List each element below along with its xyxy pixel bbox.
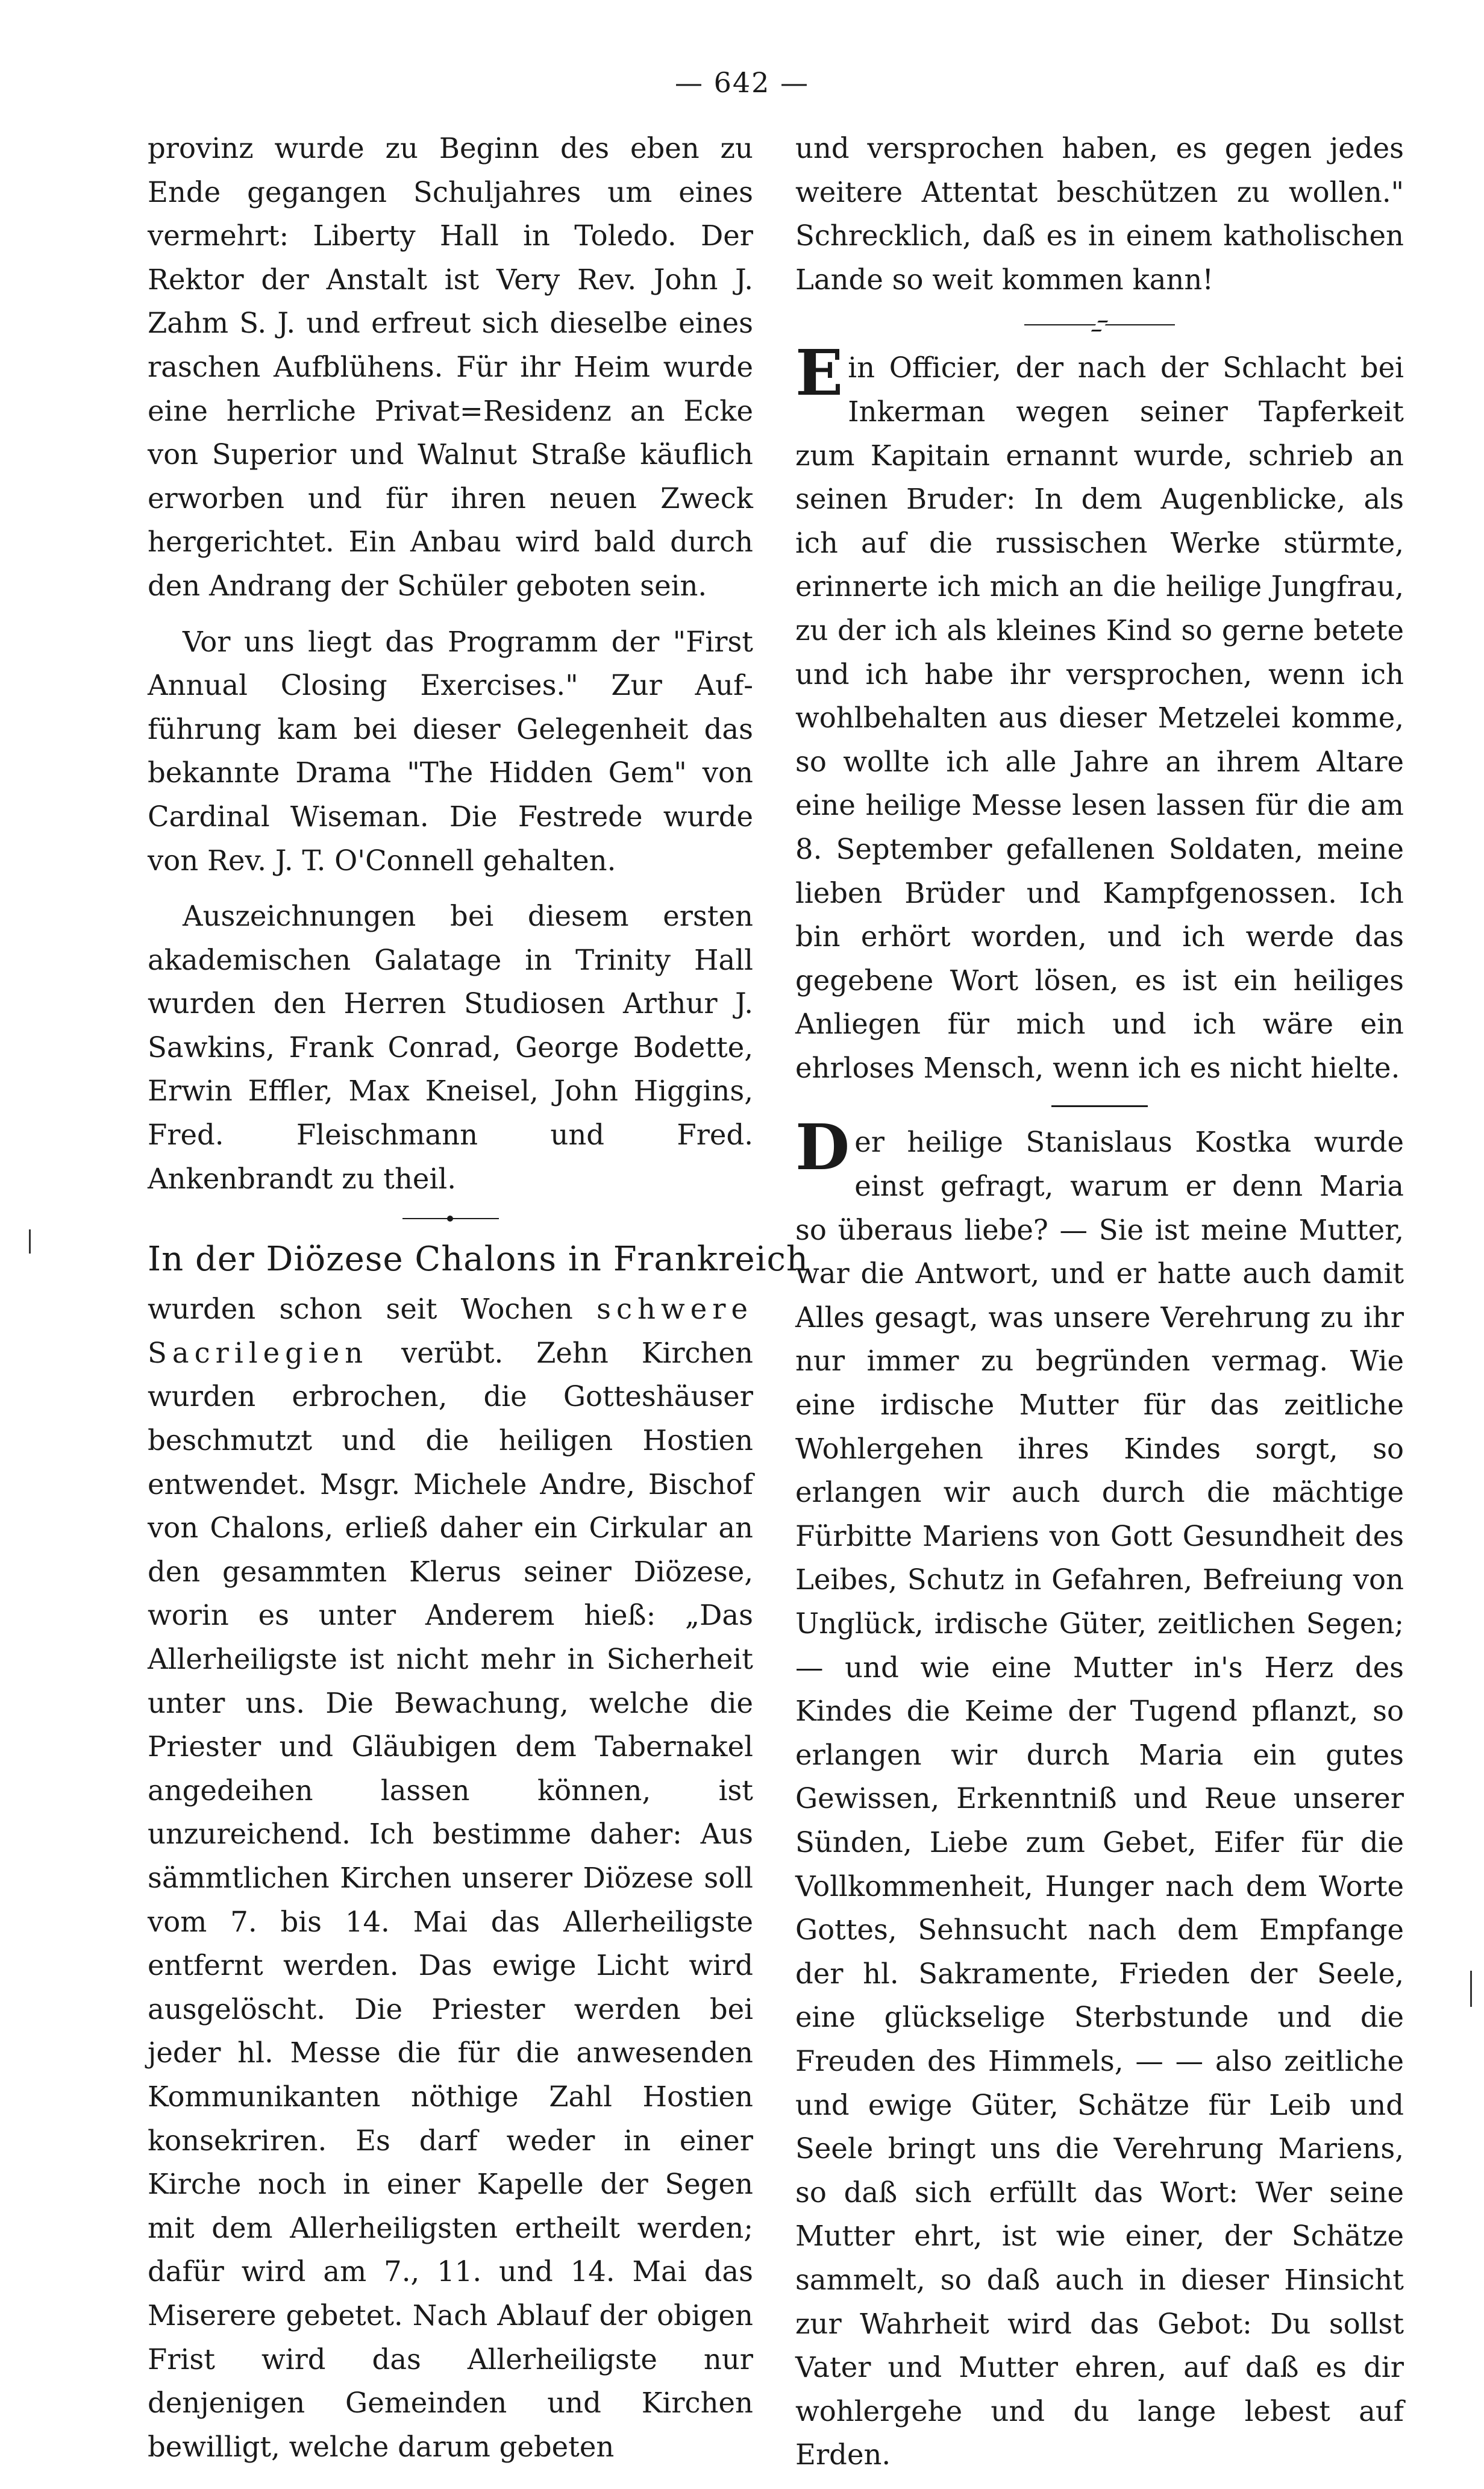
paragraph-chalons — [148, 1287, 753, 2469]
initial-letter-e: E — [795, 336, 844, 410]
paragraph-stanislaus — [795, 1110, 1404, 2476]
article-heading: In der Diözese Chalons in Frankreich — [148, 1240, 809, 1279]
paragraph-awards: Auszeichnungen bei diesem ersten akademischen Galatage in Trinity Hall wurden den Herren Studiosen Arthur J. Sawkins, Frank Conrad, George Bodette, Erwin Effler, Max Kneisel, John Higgins, Fred. Fleischmann und Fred. Ankenbrandt zu theil. — [148, 900, 753, 1195]
right-column — [795, 127, 1404, 2489]
margin-mark-right — [1470, 1971, 1472, 2007]
ornament-divider — [1024, 316, 1175, 334]
paragraph-officier — [795, 336, 1404, 1090]
paragraph-stanislaus-text: er heilige Stanislaus Kostka wurde einst gefragt, warum er denn Maria so überaus liebe? — Sie ist meine Mutter, war die Antwort, und er hatte auch damit Alles gesagt, was unsere Verehrung zu ihr nur immer zu begründen vermag. Wie eine irdische Mutter für das zeitliche Wohlergehen ihres Kindes sorgt, so erlangen wir auch durch die mächtige Fürbitte Mariens von Gott Gesundheit des Leibes, Schutz in Gefahren, Befreiung von Unglück, irdische Güter, zeitlichen Segen; — und wie eine Mutter in's Herz des Kindes die Keime der Tugend pflanzt, so erlangen wir durch Maria ein gutes Gewissen, Erkenntniß und Reue unserer Sünden, Liebe zum Gebet, Eifer für die Vollkommenheit, Hunger nach dem Worte Gottes, Sehnsucht nach dem Empfange der hl. Sakramente, Frieden der Seele, eine glückselige Sterbstunde und die Freuden des Himmels, — — also zeitliche und ewige Güter, Schätze für Leib und Seele bringt uns die Verehrung Mariens, so daß sich erfüllt das Wort: Wer seine Mutter ehrt, ist wie einer, der Schätze sammelt, so daß auch in dieser Hinsicht zur Wahrheit wird das Gebot: Du sollst Vater und Mutter ehren, auf daß es dir wohlergehe und du lange lebest auf Erden. — [795, 1126, 1404, 2472]
paragraph-officier-text: in Officier, der nach der Schlacht bei Inkerman wegen seiner Tapferkeit zum Kapitain ernannt wurde, schrieb an seinen Bruder: In dem Augenblicke, als ich auf die russischen Werke stürmte, erinnerte ich mich an die heilige Jungfrau, zu der ich als kleines Kind so gerne betete und ich habe ihr versprochen, wenn ich wohlbehalten aus dieser Metzelei komme, so wollte ich alle Jahre an ihrem Altare eine heilige Messe lesen lassen für die am 8. September gefallenen Soldaten, meine lieben Brüder und Kampfgenossen. Ich bin erhört worden, und ich werde das gegebene Wort lösen, es ist ein heiliges Anliegen für mich und ich wäre ein ehrloses Mensch, wenn ich es nicht hielte. — [795, 351, 1404, 1084]
paragraph-chalons-rest: verübt. Zehn Kirchen wurden erbrochen, die Gotteshäuser beschmutzt und die heiligen Hostien entwendet. Msgr. Michele Andre, Bischof von Chalons, erließ daher ein Cirkular an den gesammten Klerus seiner Diözese, worin es unter Anderem hieß: „Das Allerheiligste ist nicht mehr in Sicherheit unter uns. Die Bewachung, welche die Priester und Gläubigen dem Tabernakel angedeihen lassen können, ist unzureichend. Ich bestimme daher: Aus sämmtlichen Kirchen unserer Diözese soll vom 7. bis 14. Mai das Allerheiligste entfernt werden. Das ewige Licht wird ausgelöscht. Die Priester werden bei jeder hl. Messe die für die anwesenden Kommunikanten nöthige Zahl Hostien konsekriren. Es darf weder in einer Kirche noch in einer Kapelle der Segen mit dem Allerheiligsten ertheilt werden; dafür wird am 7., 11. und 14. Mai das Miserere gebetet. Nach Ablauf der obigen Frist wird das Allerheiligste nur denjenigen Gemeinden und Kirchen bewilligt, welche darum gebeten — [148, 1336, 753, 2463]
paragraph-chalons-lead: wurden schon seit Wochen — [148, 1293, 597, 1326]
paragraph-liberty-hall: provinz wurde zu Beginn des eben zu Ende gegangen Schuljahres um eines vermehrt: Liberty Hall in Toledo. Der Rektor der Anstalt ist Very Rev. John J. Zahm S. J. und erfreut sich dieselbe eines raschen Aufblühens. Für ihr Heim wurde eine herrliche Privat=Residenz an Ecke von Superior und Walnut Straße käuflich erworben und für ihren neuen Zweck hergerichtet. Ein Anbau wird bald durch den Andrang der Schüler geboten sein. — [148, 132, 753, 602]
paragraph-program: Vor uns liegt das Programm der "First Annual Closing Exercises." Zur Aufführung kam bei dieser Gelegenheit das bekannte Drama "The Hidden Gem" von Cardinal Wiseman. Die Festrede wurde von Rev. J. T. O'Connell gehalten. — [148, 625, 753, 877]
initial-letter-d: D — [795, 1110, 850, 1185]
emphasis-sacrilegien: schwere Sacrilegien — [148, 1293, 753, 1369]
left-column — [148, 127, 809, 2481]
paragraph-attentat: und versprochen haben, es gegen jedes weitere Attentat beschützen zu wollen." Schrecklich, daß es in einem katholischen Lande so weit kommen kann! — [795, 132, 1404, 296]
margin-mark-left — [29, 1229, 31, 1254]
page-number: — 642 — — [674, 66, 810, 99]
section-divider — [402, 1213, 499, 1225]
plain-divider — [1051, 1105, 1148, 1107]
